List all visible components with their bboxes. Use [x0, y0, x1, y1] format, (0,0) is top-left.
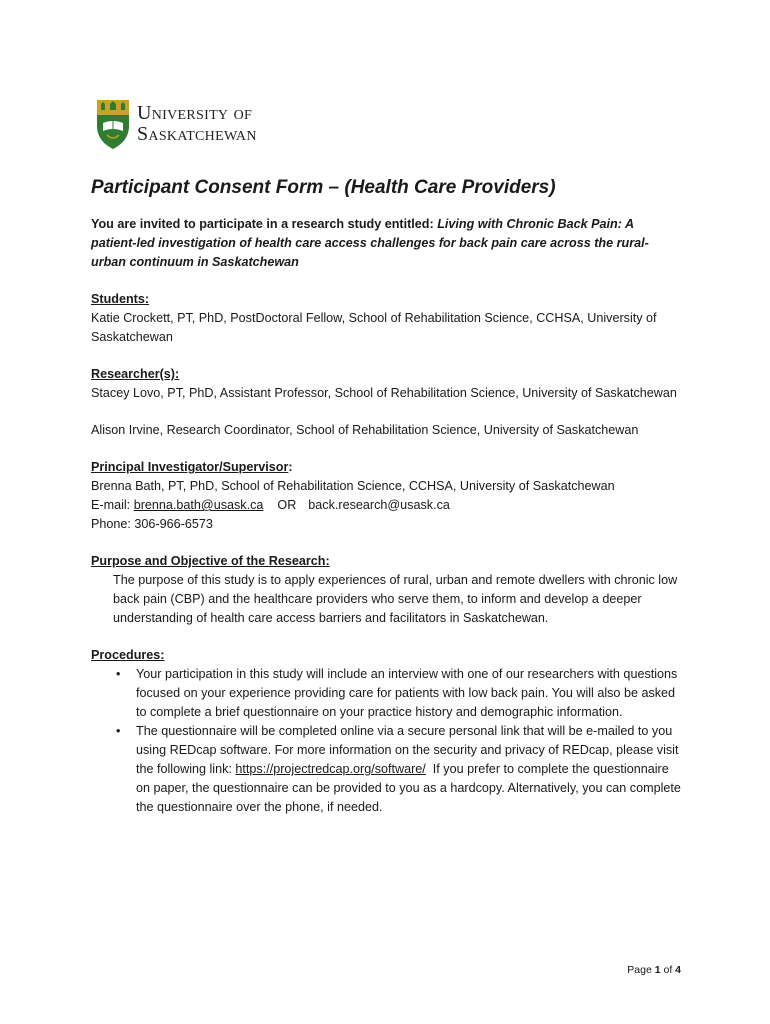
list-item [91, 665, 681, 722]
email-or: OR [277, 498, 297, 512]
researcher-entry: Stacey Lovo, PT, PhD, Assistant Professor, School of Rehabilitation Science, University of Saskatchewan [91, 386, 677, 400]
researchers-section [91, 365, 681, 440]
procedure-text-cont: If you prefer to complete the questionnaire on paper, the questionnaire can be provided to you as a hardcopy. Alternatively, you can complete the questionnaire over the phone, if needed. [136, 762, 685, 814]
students-heading: Students: [91, 292, 150, 306]
email-label: E-mail: [91, 498, 134, 512]
email-alt: back.research@usask.ca [308, 498, 450, 512]
page-title: Participant Consent Form – (Health Care Providers) [91, 177, 556, 198]
page-current: 1 [654, 964, 661, 976]
study-title: Living with Chronic Back Pain: A patient-led investigation of health care access challenges for back pain care across the rural-urban continuum in Saskatchewan [91, 217, 649, 269]
university-name-line2: Saskatchewan [137, 123, 257, 145]
procedures-section [91, 646, 685, 817]
procedures-heading: Procedures: [91, 648, 165, 662]
principal-section [91, 458, 681, 534]
bullet-icon: • [116, 667, 121, 681]
students-section [91, 290, 681, 347]
bullet-icon: • [116, 724, 121, 738]
redcap-link[interactable]: https://projectredcap.org/software/ [235, 762, 426, 776]
document-body [91, 175, 685, 835]
university-name [137, 103, 257, 145]
researcher-entry: Alison Irvine, Research Coordinator, School of Rehabilitation Science, University of Saskatchewan [91, 423, 639, 437]
list-item [91, 722, 685, 817]
email-link[interactable]: brenna.bath@usask.ca [133, 498, 264, 512]
intro-paragraph [91, 215, 681, 272]
page-total: 4 [675, 964, 681, 976]
purpose-text: The purpose of this study is to apply experiences of rural, urban and remote dwellers with chronic low back pain (CBP) and the healthcare providers who serve them, to inform and develop a deeper understanding of health care access barriers and facilitators in Saskatchewan. [113, 573, 678, 625]
procedure-text: Your participation in this study will include an interview with one of our researchers with questions focused on your experience providing care for patients with low back pain. You will also be asked to complete a brief questionnaire on your practice history and demographic information. [136, 667, 678, 719]
page-of: of [660, 964, 676, 976]
procedure-text: The questionnaire will be completed online via a secure personal link that will be e-mailed to you using REDcap software. For more information on the security and privacy of REDcap, please visit the following link: [136, 724, 679, 776]
page-number [627, 961, 681, 980]
university-name-line1: University of [137, 102, 253, 124]
student-entry: Katie Crockett, PT, PhD, PostDoctoral Fellow, School of Rehabilitation Science, CCHSA, University of Saskatchewan [91, 311, 657, 344]
email-line [91, 496, 681, 515]
procedures-list [91, 665, 685, 817]
principal-heading: Principal Investigator/Supervisor [91, 460, 289, 474]
researchers-heading: Researcher(s): [91, 367, 180, 381]
page-label: Page [627, 964, 655, 976]
principal-heading-colon: : [288, 460, 293, 474]
phone-line: Phone: 306-966-6573 [91, 517, 213, 531]
intro-lead: You are invited to participate in a research study entitled: [91, 217, 438, 231]
purpose-section [91, 552, 681, 628]
university-logo [95, 98, 257, 150]
university-crest-icon [95, 98, 131, 150]
purpose-heading: Purpose and Objective of the Research: [91, 554, 330, 568]
principal-entry: Brenna Bath, PT, PhD, School of Rehabilitation Science, CCHSA, University of Saskatchewan [91, 479, 615, 493]
